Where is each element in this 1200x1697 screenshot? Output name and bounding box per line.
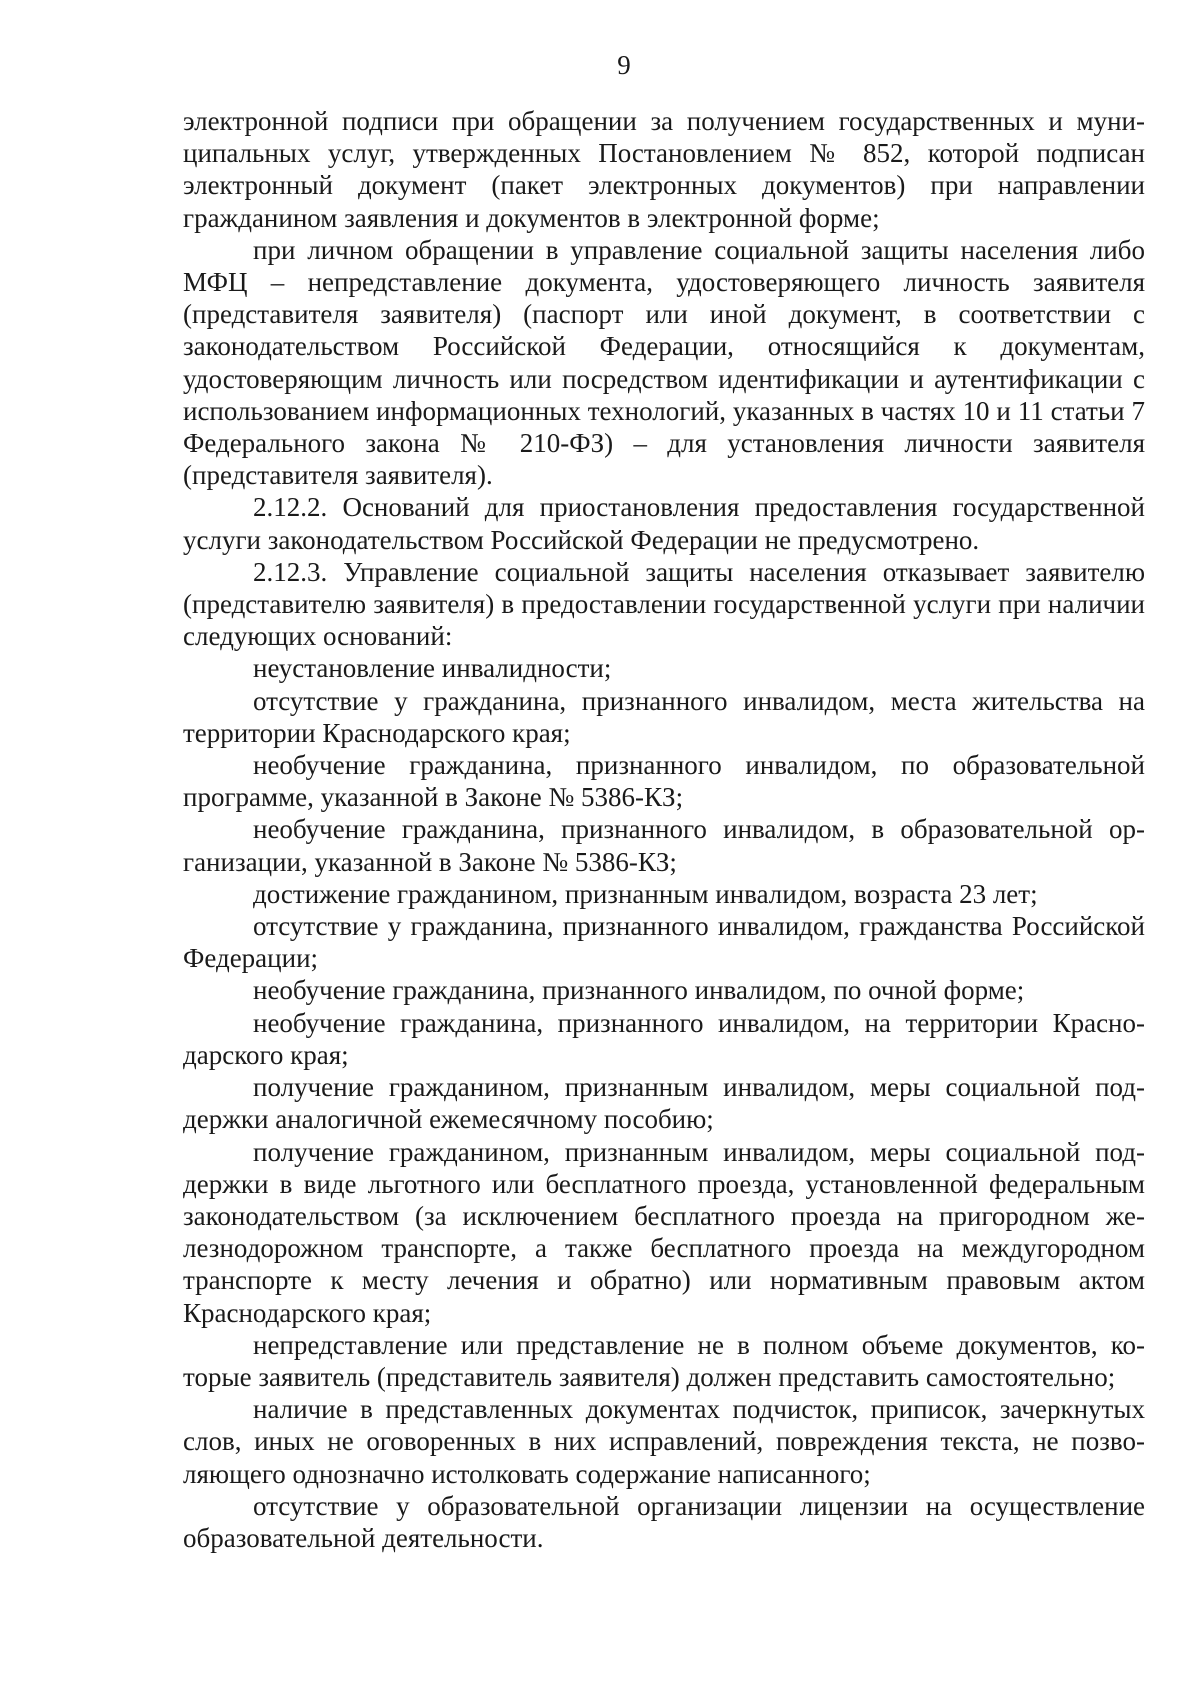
paragraph: необучение гражданина, признанного инвалидом, в образовательной организации, указанной в Законе № 5386-КЗ; (183, 814, 1145, 877)
paragraph: отсутствие у гражданина, признанного инвалидом, места жительства на территории Краснодарского края; (183, 685, 1145, 748)
paragraph: электронной подписи при обращении за получением государственных и муниципальных услуг, утвержденных Постановлением № 852, которой подписан электронный документ (пакет электронных документов) при направлении гражданином заявления и документов в электронной форме; (183, 106, 1145, 233)
paragraph: отсутствие у образовательной организации лицензии на осуществление образовательной деятельности. (183, 1490, 1145, 1553)
paragraph: при личном обращении в управление социальной защиты населения либо МФЦ – непредставление документа, удостоверяющего личность заявителя (представителя заявителя) (паспорт или иной документ, в соответствии с законодательством Российской Федерации, относящийся к документам, удостоверяющим личность или посредством идентификации и аутентификации с использованием информационных технологий, указанных в частях 10 и 11 статьи 7 Федерального закона № 210-ФЗ) – для установления личности заявителя (представителя заявителя). (183, 234, 1145, 491)
paragraph: 2.12.3. Управление социальной защиты населения отказывает заявителю (представителю заявителя) в предоставлении государственной услуги при наличии следующих оснований: (183, 556, 1145, 652)
paragraph: необучение гражданина, признанного инвалидом, по очной форме; (253, 975, 1025, 1006)
paragraph: достижение гражданином, признанным инвалидом, возраста 23 лет; (253, 878, 1038, 909)
paragraph: получение гражданином, признанным инвалидом, меры социальной поддержки в виде льготного или бесплатного проезда, установленной федеральным законодательством (за исключением бесплатного проезда на пригородном железнодорожном транспорте, а также бесплатного проезда на междугородном транспорте к месту лечения и обратно) или нормативным правовым актом Краснодарского края; (183, 1136, 1145, 1328)
paragraph: получение гражданином, признанным инвалидом, меры социальной поддержки аналогичной ежемесячному пособию; (183, 1072, 1145, 1135)
paragraph: отсутствие у гражданина, признанного инвалидом, гражданства Российской Федерации; (183, 911, 1145, 974)
paragraph: необучение гражданина, признанного инвалидом, по образовательной программе, указанной в Законе № 5386-КЗ; (183, 750, 1145, 813)
paragraph: непредставление или представление не в полном объеме документов, которые заявитель (представитель заявителя) должен представить самостоятельно; (183, 1329, 1145, 1392)
page-number: 9 (617, 50, 631, 80)
paragraph: 2.12.2. Оснований для приостановления предоставления государственной услуги законодательством Российской Федерации не предусмотрено. (183, 492, 1145, 555)
document-body (183, 105, 1145, 1554)
paragraph: наличие в представленных документах подчисток, приписок, зачеркнутых слов, иных не оговоренных в них исправлений, повреждения текста, не позволяющего однозначно истолковать содержание написанного; (183, 1394, 1145, 1489)
paragraph: неустановление инвалидности; (253, 653, 612, 684)
paragraph: необучение гражданина, признанного инвалидом, на территории Краснодарского края; (183, 1007, 1145, 1070)
